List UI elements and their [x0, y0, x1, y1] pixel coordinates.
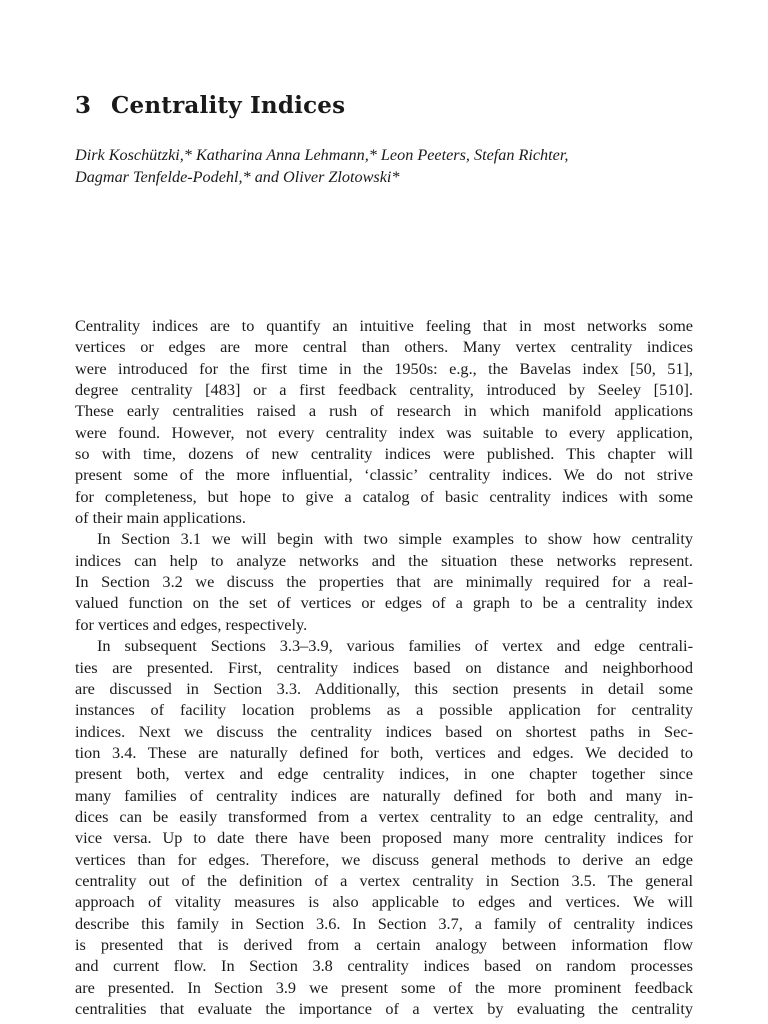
text-line: centrality out of the definition of a vertex centrality in Section 3.5. The general [75, 870, 693, 890]
chapter-number: 3 [75, 92, 92, 119]
text-line: centralities that evaluate the importance of a vertex by evaluating the centrality [75, 999, 693, 1018]
text-line: In subsequent Sections 3.3–3.9, various families of vertex and edge centrali- [97, 636, 693, 656]
text-line: tion 3.4. These are naturally defined for both, vertices and edges. We decided to [75, 742, 693, 762]
chapter-heading [75, 92, 345, 119]
text-line: dices can be easily transformed from a vertex centrality to an edge centrality, and [75, 806, 693, 826]
page [75, 0, 693, 1024]
author-line: Dirk Koschützki,* Katharina Anna Lehmann,* Leon Peeters, Stefan Richter, [75, 146, 569, 164]
text-line: present both, vertex and edge centrality indices, in one chapter together since [75, 764, 693, 784]
text-line: indices. Next we discuss the centrality indices based on shortest paths in Sec- [75, 721, 693, 741]
text-line: Centrality indices are to quantify an intuitive feeling that in most networks some [75, 316, 693, 335]
text-line: many families of centrality indices are naturally defined for both and many in- [75, 785, 693, 805]
text-line: are discussed in Section 3.3. Additionally, this section presents in detail some [75, 678, 693, 698]
chapter-title: Centrality Indices [111, 92, 346, 119]
text-line: degree centrality [483] or a first feedback centrality, introduced by Seeley [510]. [75, 380, 693, 400]
text-line: of their main applications. [75, 508, 246, 528]
author-line: Dagmar Tenfelde-Podehl,* and Oliver Zlotowski* [75, 168, 400, 186]
text-line: so with time, dozens of new centrality indices were published. This chapter will [75, 444, 693, 464]
text-line: valued function on the set of vertices or edges of a graph to be a centrality index [75, 593, 693, 613]
body-text [75, 315, 693, 1019]
text-line: vertices than for edges. Therefore, we discuss general methods to derive an edge [75, 849, 693, 869]
text-line: vice versa. Up to date there have been proposed many more centrality indices for [75, 828, 693, 848]
text-line: is presented that is derived from a certain analogy between information flow [75, 934, 693, 954]
text-line: In Section 3.1 we will begin with two simple examples to show how centrality [97, 529, 693, 549]
text-line: approach of vitality measures is also applicable to edges and vertices. We will [75, 892, 693, 912]
text-line: are presented. In Section 3.9 we present some of the more prominent feedback [75, 977, 693, 997]
text-line: for completeness, but hope to give a catalog of basic centrality indices with some [75, 486, 693, 506]
text-line: In Section 3.2 we discuss the properties that are minimally required for a real- [75, 572, 693, 592]
author-list [75, 144, 693, 188]
text-line: and current flow. In Section 3.8 centrality indices based on random processes [75, 956, 693, 976]
text-line: were found. However, not every centrality index was suitable to every application, [75, 422, 693, 442]
text-line: These early centralities raised a rush of research in which manifold applications [75, 401, 693, 421]
text-line: ties are presented. First, centrality indices based on distance and neighborhood [75, 657, 693, 677]
text-line: for vertices and edges, respectively. [75, 614, 308, 634]
text-line: indices can help to analyze networks and the situation these networks represent. [75, 550, 693, 570]
text-line: were introduced for the first time in the 1950s: e.g., the Bavelas index [50, 51], [75, 358, 693, 378]
text-line: present some of the more influential, ‘classic’ centrality indices. We do not strive [75, 465, 693, 485]
text-line: describe this family in Section 3.6. In Section 3.7, a family of centrality indices [75, 913, 693, 933]
text-line: instances of facility location problems as a possible application for centrality [75, 700, 693, 720]
text-line: vertices or edges are more central than others. Many vertex centrality indices [75, 337, 693, 357]
